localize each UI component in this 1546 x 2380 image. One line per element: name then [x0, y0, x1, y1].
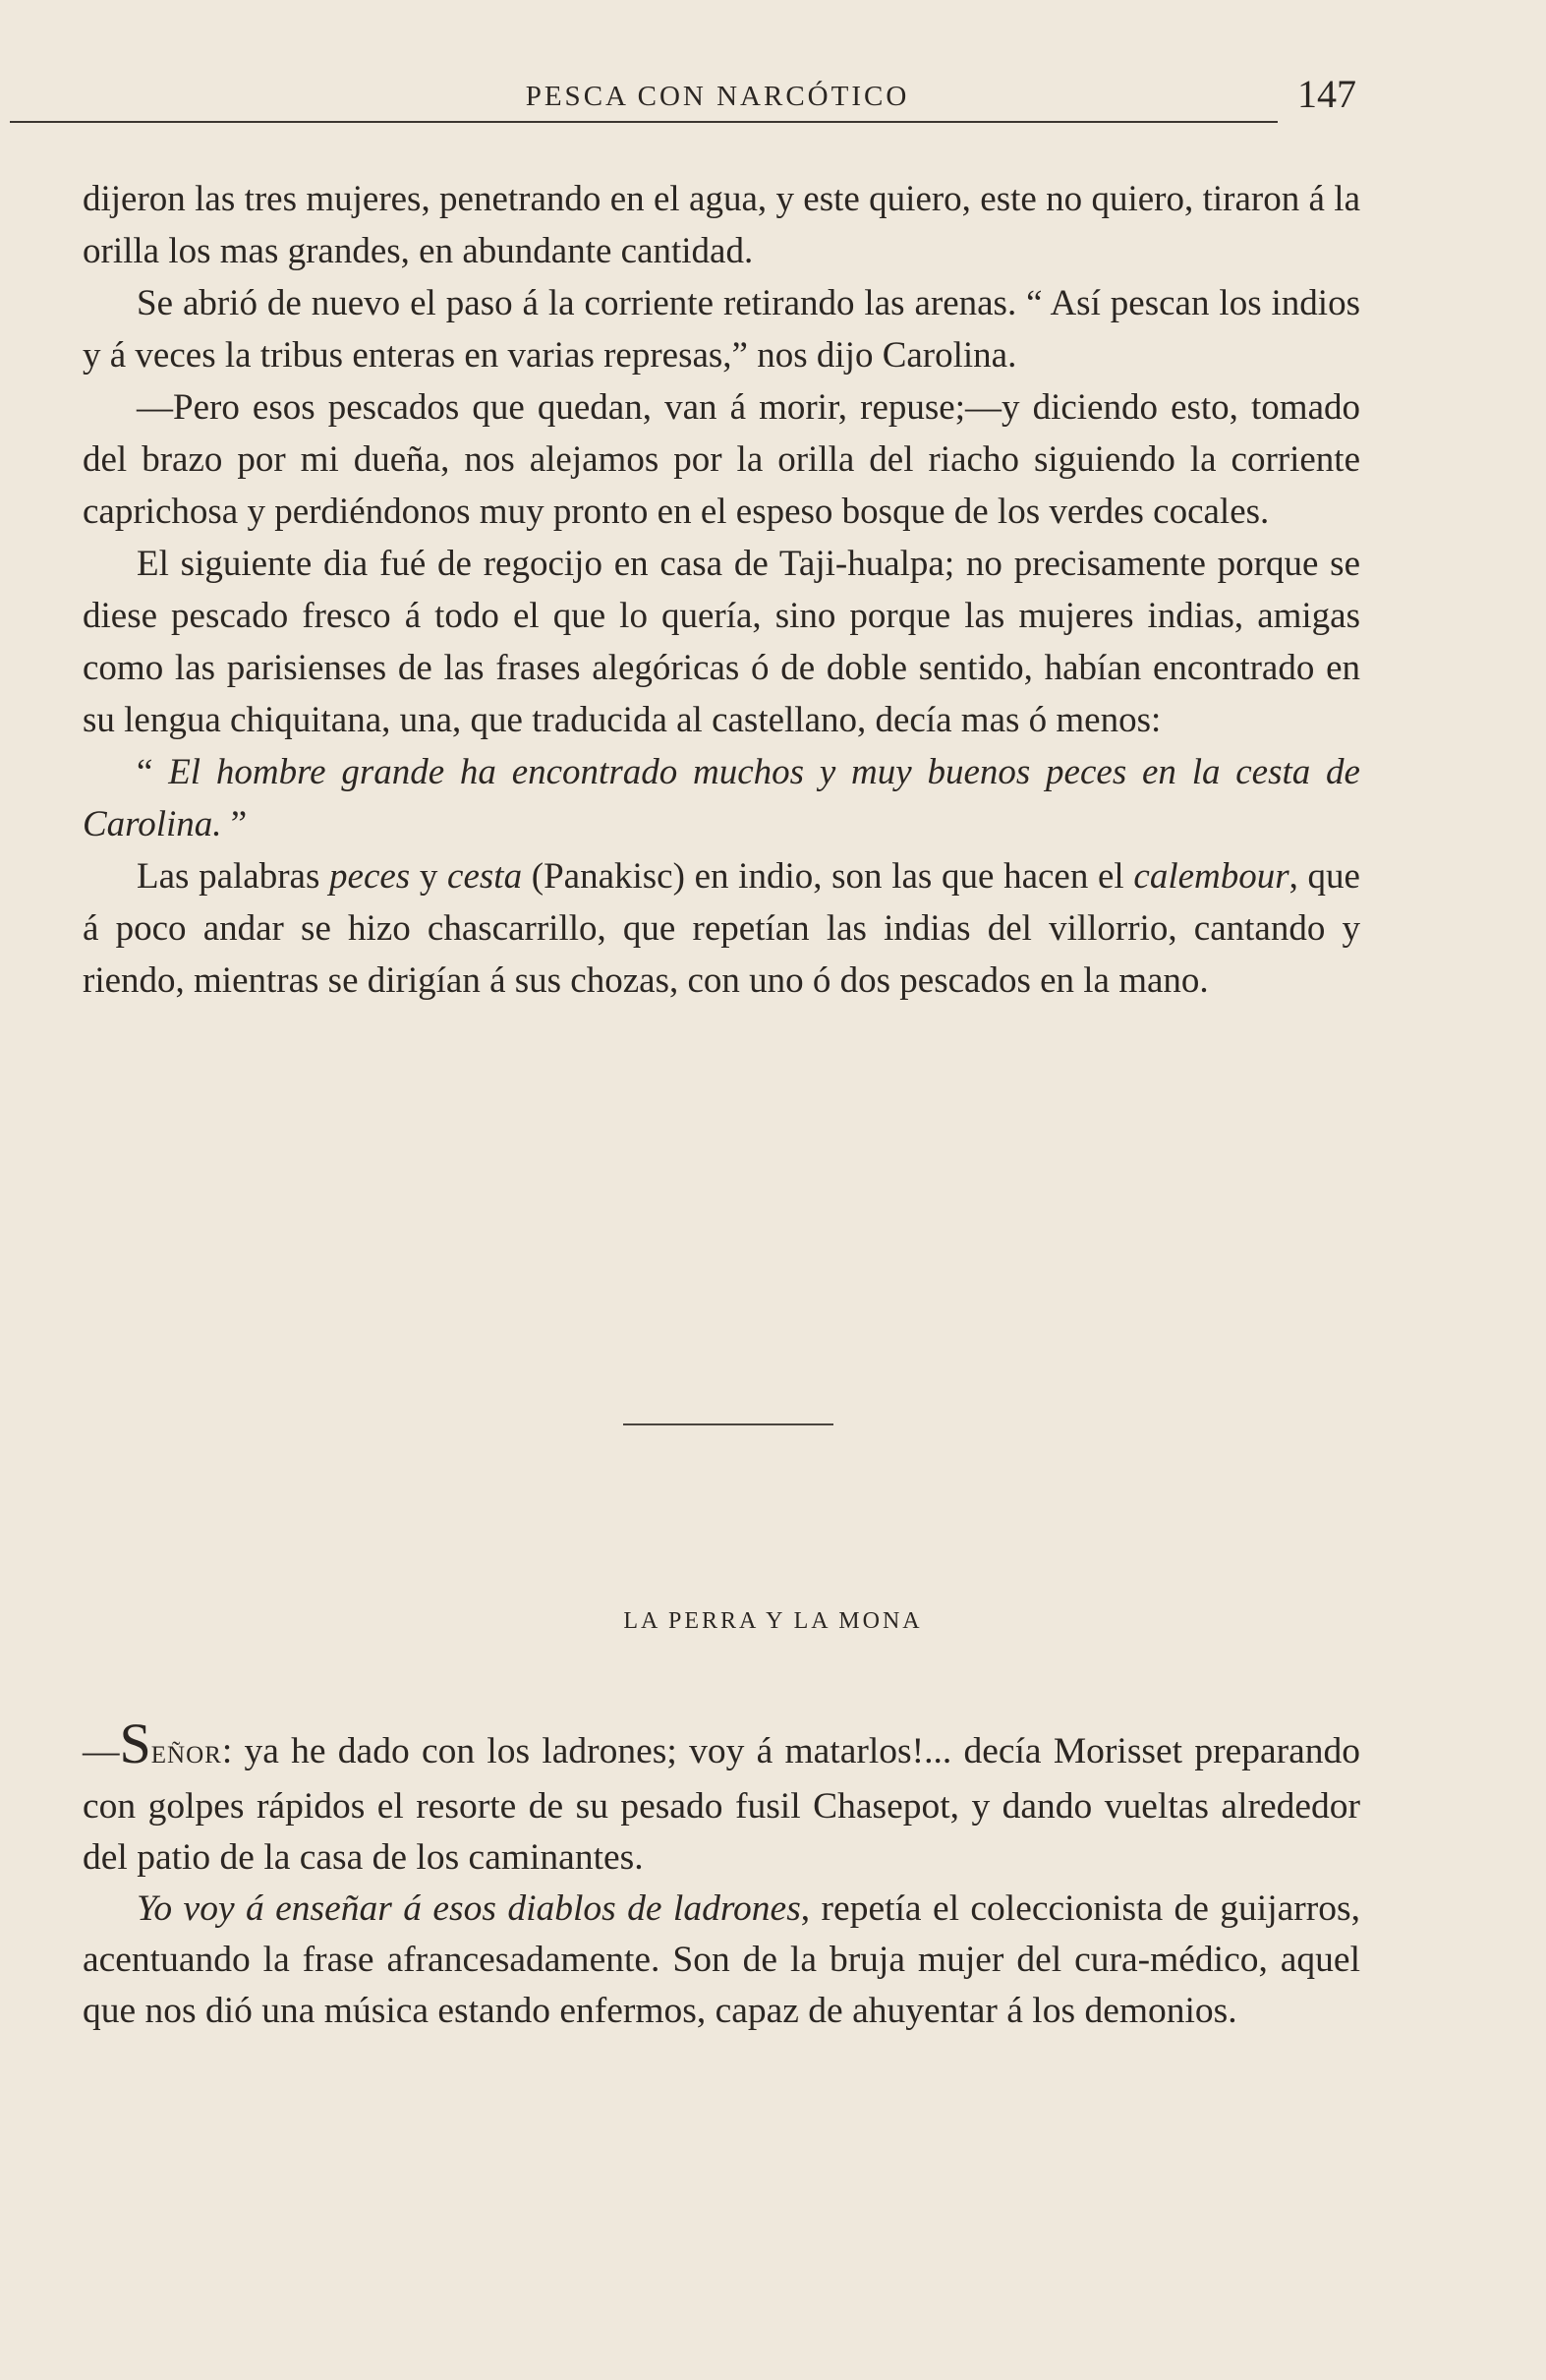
paragraph — [83, 1884, 1360, 2037]
quoted-phrase-paragraph — [83, 746, 1360, 850]
body-text-block-2 — [83, 1712, 1360, 2037]
close-quote: ” — [221, 804, 248, 844]
header-rule — [10, 121, 1278, 123]
running-head-title: PESCA CON NARCÓTICO — [525, 81, 910, 112]
paragraph: dijeron las tres mujeres, penetrando en el agua, y este quiero, este no quiero, tiraron á la orilla los mas grandes, en abundante cantidad. — [83, 179, 1360, 271]
paragraph — [83, 850, 1360, 1007]
text-run: Las palabras — [137, 856, 330, 897]
section-divider — [623, 1423, 833, 1425]
paragraph — [83, 1712, 1360, 1884]
small-caps-word: EÑOR — [150, 1742, 222, 1769]
running-head — [79, 71, 1356, 126]
page-number: 147 — [1297, 72, 1356, 116]
text-run: (Panakisc) en indio, son las que hacen el — [522, 856, 1134, 897]
section-title: LA PERRA Y LA MONA — [623, 1608, 923, 1634]
italic-word: peces — [329, 856, 411, 897]
drop-cap: S — [119, 1712, 151, 1775]
paragraph: El siguiente dia fué de regocijo en casa de Taji-hualpa; no precisamente porque se diese pescado fresco á todo el que lo quería, sino porque las mujeres indias, amigas como las parisienses de las frases alegóricas ó de doble sentido, habían encontrado en su lengua chiquitana, una, que traducida al castellano, decía mas ó menos: — [83, 544, 1360, 740]
italic-phrase: El hombre grande ha encontrado muchos y muy buenos peces en la cesta de Carolina. — [83, 752, 1360, 844]
open-quote: “ — [137, 752, 169, 792]
text-run: , que á poco andar se hizo chascarrillo, que repetían las indias del villorrio, cantando y riendo, mientras se dirigían á sus chozas, con uno ó dos pescados en la mano. — [83, 856, 1360, 1001]
paragraph: —Pero esos pescados que quedan, van á morir, repuse;—y diciendo esto, tomado del brazo por mi dueña, nos alejamos por la orilla del riacho siguiendo la corriente caprichosa y perdiéndonos muy pronto en el espeso bosque de los verdes cocales. — [83, 387, 1360, 532]
body-text-block-1 — [83, 173, 1360, 1007]
italic-phrase: Yo voy á enseñar á esos diablos de ladrones — [137, 1888, 801, 1929]
text-run: : ya he dado con los ladrones; voy á matarlos!... decía Morisset preparando con golpes rápidos el resorte de su pesado fusil Chasepot, y dando vueltas alrededor del patio de la casa de los caminantes. — [83, 1731, 1360, 1878]
text-run: y — [410, 856, 448, 897]
italic-word: calembour — [1133, 856, 1289, 897]
paragraph: Se abrió de nuevo el paso á la corriente retirando las arenas. “ Así pescan los indios y á veces la tribus enteras en varias represas,” nos dijo Carolina. — [83, 283, 1360, 376]
italic-word: cesta — [447, 856, 523, 897]
em-dash: — — [83, 1731, 120, 1771]
text-run: , repetía el coleccionista de guijarros, acentuando la frase afrancesadamente. Son de la bruja mujer del cura-médico, aquel que nos dió una música estando enfermos, capaz de ahuyentar á los demonios. — [83, 1888, 1360, 2031]
